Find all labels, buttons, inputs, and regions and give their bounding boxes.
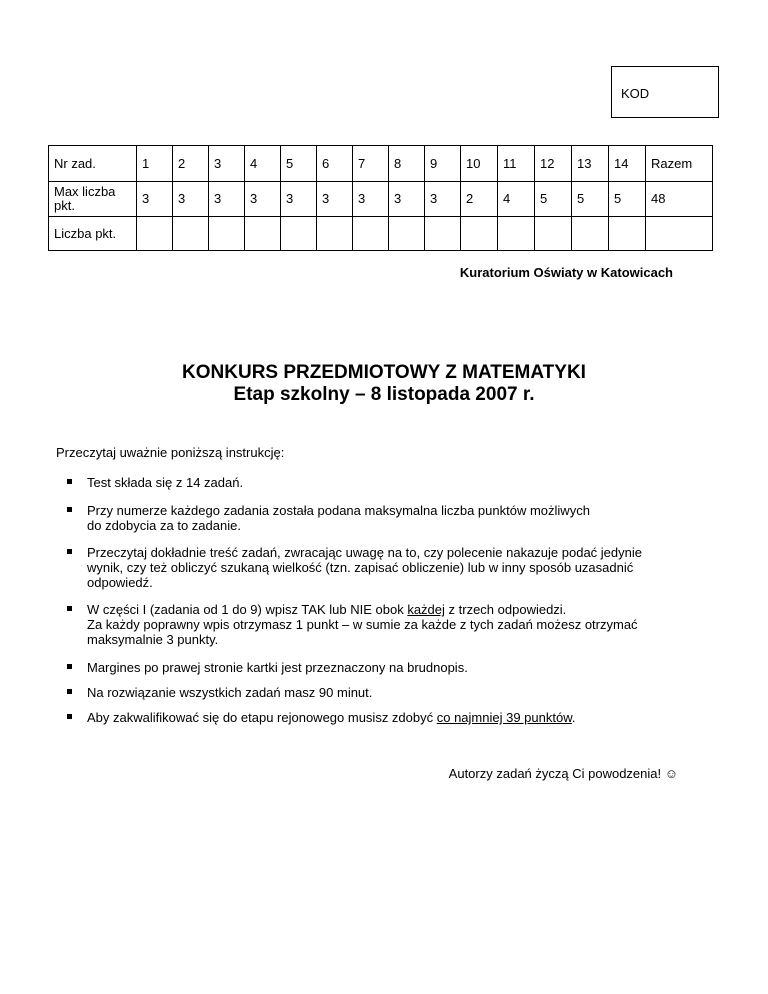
task-number-cell: 2 bbox=[173, 146, 209, 182]
task-number-cell: 13 bbox=[572, 146, 609, 182]
rule-text-part: . bbox=[571, 710, 576, 725]
earned-points-cell bbox=[173, 217, 209, 251]
max-total-cell: 48 bbox=[646, 182, 713, 217]
task-number-cell: 5 bbox=[281, 146, 317, 182]
underlined-word: każdej bbox=[407, 602, 445, 617]
underlined-threshold: co najmniej 39 punktów bbox=[436, 710, 572, 725]
max-points-cell: 3 bbox=[245, 182, 281, 217]
task-number-cell: 14 bbox=[609, 146, 646, 182]
rule-text: Za każdy poprawny wpis otrzymasz 1 punkt – w sumie za każde z tych zadań możesz otrzymać bbox=[87, 617, 638, 632]
max-points-cell: 2 bbox=[461, 182, 498, 217]
list-item bbox=[56, 685, 736, 700]
rule-text-part: W części I (zadania od 1 do 9) wpisz TAK lub NIE obok bbox=[87, 602, 408, 617]
max-points-cell: 3 bbox=[317, 182, 353, 217]
list-item bbox=[56, 475, 736, 490]
code-box bbox=[611, 66, 719, 118]
rule-text: Przy numerze każdego zadania została podana maksymalna liczba punktów możliwych bbox=[87, 503, 590, 518]
earned-total-cell bbox=[646, 217, 713, 251]
max-points-cell: 5 bbox=[535, 182, 572, 217]
rule-text: wynik, czy też obliczyć szukaną wielkość (tzn. zapisać obliczenie) lub w inny sposób uzasadnić bbox=[87, 560, 634, 575]
score-table bbox=[48, 145, 713, 251]
max-points-row bbox=[49, 182, 713, 217]
title-line-1: KONKURS PRZEDMIOTOWY Z MATEMATYKI bbox=[182, 362, 586, 383]
list-item bbox=[56, 545, 736, 590]
earned-points-cell bbox=[535, 217, 572, 251]
rule-text: odpowiedź. bbox=[87, 575, 153, 590]
max-points-cell: 3 bbox=[209, 182, 245, 217]
earned-points-cell bbox=[609, 217, 646, 251]
max-points-cell: 3 bbox=[425, 182, 461, 217]
task-number-cell: 8 bbox=[389, 146, 425, 182]
earned-points-cell bbox=[389, 217, 425, 251]
institution-name: Kuratorium Oświaty w Katowicach bbox=[459, 265, 673, 280]
task-number-cell: 4 bbox=[245, 146, 281, 182]
total-header-cell: Razem bbox=[646, 146, 713, 182]
task-number-cell: 1 bbox=[137, 146, 173, 182]
earned-points-cell bbox=[209, 217, 245, 251]
rule-text: Przeczytaj dokładnie treść zadań, zwracając uwagę na to, czy polecenie nakazuje podać jedynie bbox=[87, 545, 642, 560]
earned-points-cell bbox=[425, 217, 461, 251]
task-number-cell: 11 bbox=[498, 146, 535, 182]
rule-text: Na rozwiązanie wszystkich zadań masz 90 minut. bbox=[87, 685, 373, 700]
rule-text-part: z trzech odpowiedzi. bbox=[444, 602, 567, 617]
max-points-cell: 3 bbox=[353, 182, 389, 217]
max-points-cell: 3 bbox=[281, 182, 317, 217]
rule-text-part: Aby zakwalifikować się do etapu rejonowego musisz zdobyć bbox=[87, 710, 437, 725]
task-number-cell: 7 bbox=[353, 146, 389, 182]
max-points-cell: 5 bbox=[572, 182, 609, 217]
earned-points-cell bbox=[353, 217, 389, 251]
earned-points-cell bbox=[498, 217, 535, 251]
earned-points-cell bbox=[317, 217, 353, 251]
title-line-2: Etap szkolny – 8 listopada 2007 r. bbox=[233, 384, 535, 405]
task-number-cell: 9 bbox=[425, 146, 461, 182]
list-item bbox=[56, 660, 736, 675]
earned-points-row bbox=[49, 217, 713, 251]
closing-wish: Autorzy zadań życzą Ci powodzenia! ☺ bbox=[448, 766, 678, 781]
earned-points-cell bbox=[461, 217, 498, 251]
row-label: Max liczba pkt. bbox=[49, 182, 137, 217]
rule-text: Test składa się z 14 zadań. bbox=[87, 475, 244, 490]
task-number-cell: 12 bbox=[535, 146, 572, 182]
max-points-cell: 3 bbox=[173, 182, 209, 217]
earned-points-cell bbox=[137, 217, 173, 251]
list-item bbox=[56, 710, 736, 725]
rule-text: do zdobycia za to zadanie. bbox=[87, 518, 241, 533]
task-number-row bbox=[49, 146, 713, 182]
task-number-cell: 6 bbox=[317, 146, 353, 182]
max-points-cell: 4 bbox=[498, 182, 535, 217]
instructions-heading: Przeczytaj uważnie poniższą instrukcję: bbox=[56, 445, 285, 460]
earned-points-cell bbox=[245, 217, 281, 251]
task-number-cell: 10 bbox=[461, 146, 498, 182]
max-points-cell: 3 bbox=[137, 182, 173, 217]
earned-points-cell bbox=[281, 217, 317, 251]
max-points-cell: 3 bbox=[389, 182, 425, 217]
rules-list bbox=[56, 475, 736, 725]
document-title bbox=[0, 362, 768, 406]
task-number-cell: 3 bbox=[209, 146, 245, 182]
rule-text bbox=[87, 602, 736, 617]
row-label: Nr zad. bbox=[49, 146, 137, 182]
row-label: Liczba pkt. bbox=[49, 217, 137, 251]
list-item bbox=[56, 503, 736, 533]
code-label: KOD bbox=[621, 86, 650, 101]
rule-text: maksymalnie 3 punkty. bbox=[87, 632, 219, 647]
list-item bbox=[56, 602, 736, 647]
earned-points-cell bbox=[572, 217, 609, 251]
max-points-cell: 5 bbox=[609, 182, 646, 217]
rule-text: Margines po prawej stronie kartki jest przeznaczony na brudnopis. bbox=[87, 660, 468, 675]
